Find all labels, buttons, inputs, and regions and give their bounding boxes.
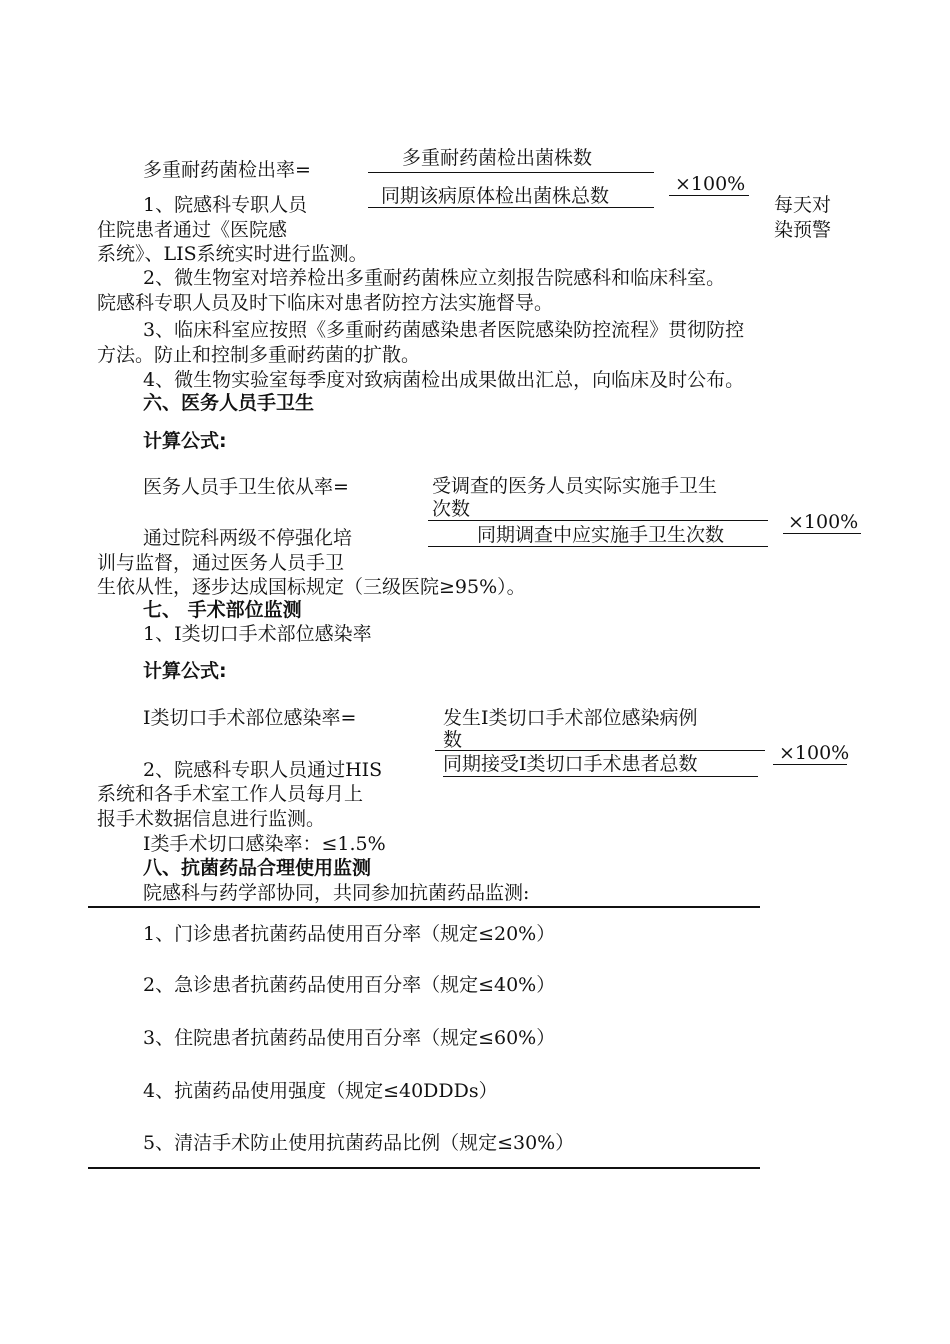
multiplier-line (773, 764, 847, 765)
hand-hygiene-text-line1: 通过院科两级不停强化培 (143, 527, 353, 549)
mdr-item1-line1: 1、院感科专职人员 (143, 194, 308, 216)
multiplier-line (669, 195, 749, 196)
mdr-item1-line2: 住院患者通过《医院感 (97, 219, 288, 241)
mdr-item1-line3: 系统》、LIS系统实时进行监测。 (97, 243, 368, 265)
table-top-border (88, 906, 760, 908)
hand-hygiene-numerator-line1: 受调查的医务人员实际实施手卫生 (432, 475, 718, 497)
surgical-numerator-line1: 发生I类切口手术部位感染病例 (443, 707, 698, 729)
section-heading-antibiotics: 八、抗菌药品合理使用监测 (143, 857, 372, 879)
fraction-line (428, 520, 768, 521)
antibiotics-item-1: 1、门诊患者抗菌药品使用百分率（规定≤20%） (143, 923, 556, 945)
antibiotics-item-3: 3、住院患者抗菌药品使用百分率（规定≤60%） (143, 1027, 556, 1049)
fraction-underline (428, 546, 768, 547)
mdr-item2-line1: 2、微生物室对培养检出多重耐药菌株应立刻报告院感科和临床科室。 (143, 267, 726, 289)
mdr-numerator: 多重耐药菌检出菌株数 (402, 147, 593, 169)
hand-hygiene-numerator-line2: 次数 (432, 498, 471, 520)
mdr-item4: 4、微生物实验室每季度对致病菌检出成果做出汇总，向临床及时公布。 (143, 369, 745, 391)
mdr-denominator: 同期该病原体检出菌株总数 (381, 185, 610, 207)
fraction-line (435, 750, 765, 751)
mdr-side-text-2: 染预警 (774, 219, 832, 241)
mdr-multiplier: ×100% (675, 173, 746, 195)
surgical-numerator-line2: 数 (443, 729, 463, 751)
fraction-underline (368, 207, 654, 208)
surgical-item2-line3: 报手术数据信息进行监测。 (97, 808, 326, 830)
surgical-formula-title: 计算公式: (143, 660, 227, 682)
hand-hygiene-multiplier: ×100% (788, 511, 859, 533)
antibiotics-item-4: 4、抗菌药品使用强度（规定≤40DDDs） (143, 1080, 498, 1102)
mdr-item3-line2: 方法。防止和控制多重耐药菌的扩散。 (97, 344, 421, 366)
section-heading-surgical: 七、 手术部位监测 (143, 599, 302, 621)
surgical-item1: 1、I类切口手术部位感染率 (143, 623, 372, 645)
multiplier-line (783, 533, 861, 534)
hand-hygiene-text-line2: 训与监督，通过医务人员手卫 (97, 552, 345, 574)
antibiotics-intro: 院感科与药学部协同，共同参加抗菌药品监测: (143, 882, 530, 904)
antibiotics-item-5: 5、清洁手术防止使用抗菌药品比例（规定≤30%） (143, 1132, 575, 1154)
hand-hygiene-formula-label: 医务人员手卫生依从率= (143, 476, 349, 498)
mdr-item2-line2: 院感科专职人员及时下临床对患者防控方法实施督导。 (97, 292, 554, 314)
table-bottom-border (88, 1167, 760, 1169)
hand-hygiene-formula-title: 计算公式: (143, 430, 227, 452)
hand-hygiene-text-line3: 生依从性，逐步达成国标规定（三级医院≥95%）。 (97, 576, 526, 598)
surgical-item2-line1: 2、院感科专职人员通过HIS (143, 759, 383, 781)
surgical-item2-line2: 系统和各手术室工作人员每月上 (97, 783, 364, 805)
surgical-multiplier: ×100% (779, 742, 850, 764)
antibiotics-item-2: 2、急诊患者抗菌药品使用百分率（规定≤40%） (143, 974, 556, 996)
fraction-line (368, 172, 654, 173)
mdr-item3-line1: 3、临床科室应按照《多重耐药菌感染患者医院感染防控流程》贯彻防控 (143, 319, 745, 341)
fraction-underline (443, 776, 758, 777)
surgical-denominator: 同期接受I类切口手术患者总数 (443, 753, 698, 775)
section-heading-hand-hygiene: 六、医务人员手卫生 (143, 392, 315, 414)
mdr-side-text-1: 每天对 (774, 194, 832, 216)
mdr-formula-label: 多重耐药菌检出率= (143, 159, 311, 181)
surgical-target: I类手术切口感染率：≤1.5% (143, 833, 386, 855)
surgical-formula-label: I类切口手术部位感染率= (143, 707, 357, 729)
hand-hygiene-denominator: 同期调查中应实施手卫生次数 (477, 524, 725, 546)
